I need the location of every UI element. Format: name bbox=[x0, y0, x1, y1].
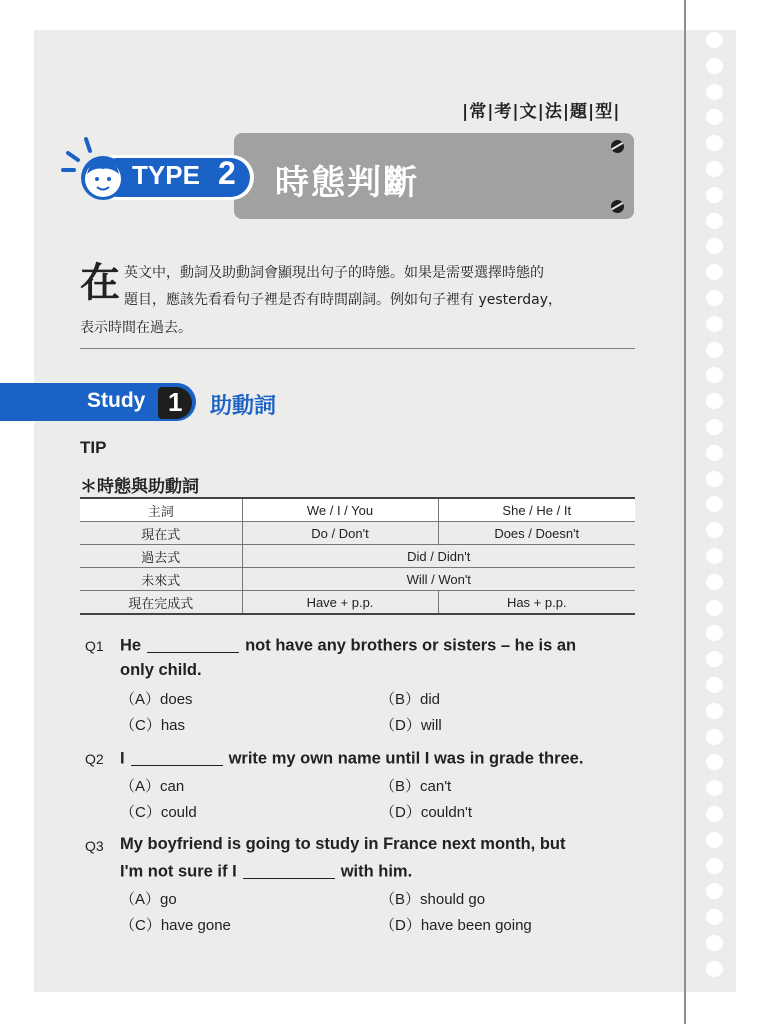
option-a[interactable]: （A）does bbox=[120, 691, 193, 708]
option-d[interactable]: （D）couldn't bbox=[380, 804, 473, 821]
binder-hole bbox=[706, 419, 723, 435]
binder-hole bbox=[706, 832, 723, 848]
table-cell: Will / Won't bbox=[242, 568, 635, 591]
question-text-part: write my own name until I was in grade three. bbox=[228, 749, 584, 768]
option-b[interactable]: （B）should go bbox=[380, 891, 486, 908]
table-cell: 過去式 bbox=[80, 545, 242, 568]
binder-hole bbox=[706, 780, 723, 796]
answer-blank bbox=[147, 635, 239, 653]
question-text-part: I bbox=[120, 749, 125, 768]
binder-hole bbox=[706, 806, 723, 822]
mascot-icon bbox=[60, 136, 130, 206]
screw-icon bbox=[611, 140, 624, 153]
question-text: only child. bbox=[120, 661, 202, 679]
type-title: 時態判斷 bbox=[275, 163, 419, 203]
table-cell: Does / Doesn't bbox=[438, 522, 635, 545]
tip-heading: TIP bbox=[80, 438, 107, 457]
binder-hole bbox=[706, 548, 723, 564]
question-text-part: I'm not sure if I bbox=[120, 862, 237, 881]
question-text bbox=[120, 748, 583, 769]
binder-hole bbox=[706, 574, 723, 590]
table-row bbox=[80, 545, 635, 568]
tip-subheading: ＊時態與助動詞 bbox=[80, 477, 199, 497]
table-cell: 主詞 bbox=[80, 498, 242, 522]
binder-hole bbox=[706, 367, 723, 383]
binder-hole bbox=[706, 290, 723, 306]
screw-icon bbox=[611, 200, 624, 213]
divider bbox=[80, 348, 635, 349]
binder-hole bbox=[706, 754, 723, 770]
drop-cap: 在 bbox=[80, 260, 120, 306]
option-a[interactable]: （A）can bbox=[120, 778, 185, 795]
option-c[interactable]: （C）has bbox=[120, 717, 186, 734]
binder-hole bbox=[706, 471, 723, 487]
study-number: 1 bbox=[168, 387, 183, 417]
question-text: My boyfriend is going to study in France next month, but bbox=[120, 835, 566, 853]
option-d[interactable]: （D）will bbox=[380, 717, 442, 734]
answer-blank bbox=[131, 748, 223, 766]
intro-line: 題目，應該先看看句子裡是否有時間副詞。例如句子裡有 yesterday， bbox=[124, 292, 563, 308]
binder-hole bbox=[706, 522, 723, 538]
table-cell: Have + p.p. bbox=[242, 591, 438, 615]
question-text-part: with him. bbox=[340, 862, 413, 881]
binder-holes bbox=[686, 30, 736, 992]
binder-hole bbox=[706, 213, 723, 229]
table-row bbox=[80, 568, 635, 591]
binder-hole bbox=[706, 32, 723, 48]
binder-hole bbox=[706, 58, 723, 74]
binder-hole bbox=[706, 935, 723, 951]
binder-hole bbox=[706, 883, 723, 899]
type-number: 2 bbox=[218, 155, 236, 191]
tense-table bbox=[80, 497, 635, 615]
binder-hole bbox=[706, 161, 723, 177]
question-number: Q1 bbox=[85, 638, 104, 654]
binder-hole bbox=[706, 84, 723, 100]
option-d[interactable]: （D）have been going bbox=[380, 917, 532, 934]
study-label: Study bbox=[87, 389, 146, 412]
binder-hole bbox=[706, 625, 723, 641]
type-label: TYPE bbox=[132, 160, 200, 190]
answer-blank bbox=[243, 861, 335, 879]
binder-hole bbox=[706, 729, 723, 745]
question-text bbox=[120, 635, 576, 656]
binder-hole bbox=[706, 109, 723, 125]
binder-hole bbox=[706, 651, 723, 667]
question-text bbox=[120, 861, 412, 882]
binder-hole bbox=[706, 961, 723, 977]
section-tag: |常|考|文|法|題|型| bbox=[462, 102, 621, 122]
option-b[interactable]: （B）can't bbox=[380, 778, 452, 795]
question-number: Q2 bbox=[85, 751, 104, 767]
table-row bbox=[80, 498, 635, 522]
binder-hole bbox=[706, 264, 723, 280]
study-title: 助動詞 bbox=[210, 394, 277, 419]
table-cell: She / He / It bbox=[438, 498, 635, 522]
option-c[interactable]: （C）have gone bbox=[120, 917, 231, 934]
binder-hole bbox=[706, 858, 723, 874]
table-cell: 現在式 bbox=[80, 522, 242, 545]
table-cell: Did / Didn't bbox=[242, 545, 635, 568]
question-number: Q3 bbox=[85, 838, 104, 854]
binder-hole bbox=[706, 393, 723, 409]
table-cell: Has + p.p. bbox=[438, 591, 635, 615]
binder-hole bbox=[706, 187, 723, 203]
table-row bbox=[80, 522, 635, 545]
option-c[interactable]: （C）could bbox=[120, 804, 197, 821]
binder-hole bbox=[706, 600, 723, 616]
question-text-part: He bbox=[120, 636, 142, 655]
binder-hole bbox=[706, 316, 723, 332]
page-edge-line bbox=[684, 0, 686, 1024]
binder-hole bbox=[706, 445, 723, 461]
table-cell: We / I / You bbox=[242, 498, 438, 522]
question-text-part: not have any brothers or sisters – he is an bbox=[245, 636, 577, 655]
table-row bbox=[80, 591, 635, 615]
table-cell: 現在完成式 bbox=[80, 591, 242, 615]
option-a[interactable]: （A）go bbox=[120, 891, 177, 908]
binder-hole bbox=[706, 135, 723, 151]
binder-hole bbox=[706, 342, 723, 358]
binder-hole bbox=[706, 238, 723, 254]
binder-hole bbox=[706, 677, 723, 693]
binder-hole bbox=[706, 703, 723, 719]
table-cell: Do / Don't bbox=[242, 522, 438, 545]
binder-hole bbox=[706, 496, 723, 512]
intro-line: 表示時間在過去。 bbox=[80, 320, 192, 336]
table-cell: 未來式 bbox=[80, 568, 242, 591]
binder-hole bbox=[706, 909, 723, 925]
intro-line: 英文中，動詞及助動詞會顯現出句子的時態。如果是需要選擇時態的 bbox=[124, 265, 544, 281]
option-b[interactable]: （B）did bbox=[380, 691, 441, 708]
